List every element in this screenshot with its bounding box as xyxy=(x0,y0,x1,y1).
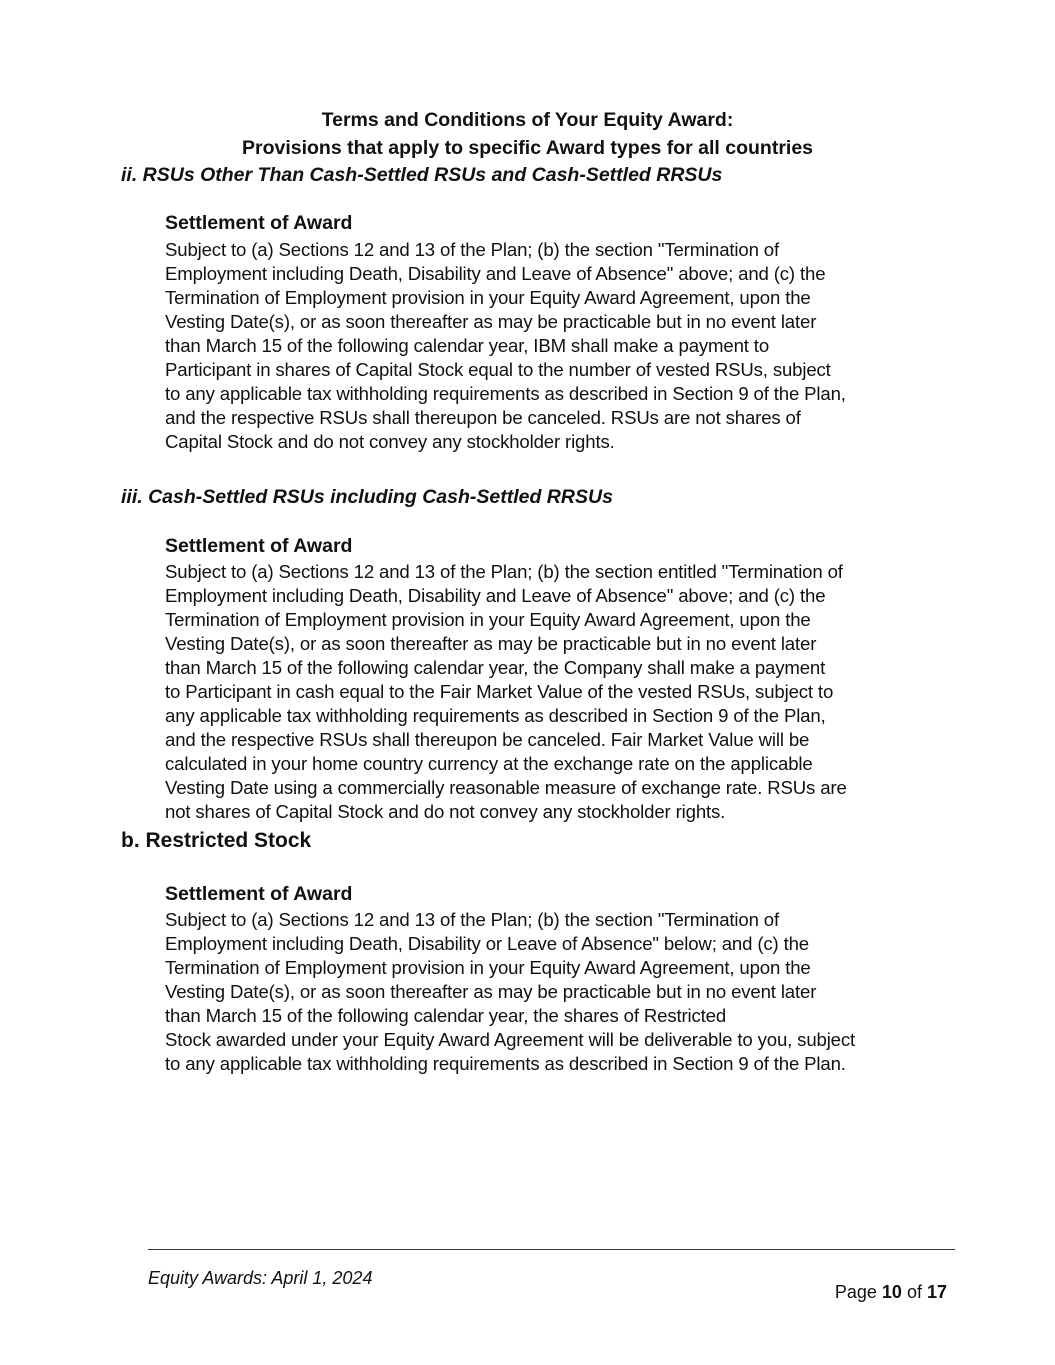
text-line: Termination of Employment provision in your Equity Award Agreement, upon the xyxy=(165,287,811,308)
section-heading-restricted-stock: b. Restricted Stock xyxy=(121,829,312,852)
paragraph-rsus-other xyxy=(165,238,955,454)
page-subtitle: Provisions that apply to specific Award types for all countries xyxy=(241,137,814,159)
text-line: Termination of Employment provision in your Equity Award Agreement, upon the xyxy=(165,957,811,978)
text-line: any applicable tax withholding requirements as described in Section 9 of the Plan, xyxy=(165,705,826,726)
text-line: than March 15 of the following calendar year, the Company shall make a payment xyxy=(165,657,826,678)
text-line: Stock awarded under your Equity Award Agreement will be deliverable to you, subject xyxy=(165,1029,856,1050)
text-line: Participant in shares of Capital Stock equal to the number of vested RSUs, subject xyxy=(165,359,831,380)
text-line: and the respective RSUs shall thereupon be canceled. Fair Market Value will be xyxy=(165,729,810,750)
page-of-label: of xyxy=(906,1282,922,1302)
text-line: Employment including Death, Disability or Leave of Absence" below; and (c) the xyxy=(165,933,809,954)
text-line: Vesting Date(s), or as soon thereafter as may be practicable but in no event later xyxy=(165,981,817,1002)
text-line: Subject to (a) Sections 12 and 13 of the Plan; (b) the section "Termination of xyxy=(165,909,780,930)
text-line: Vesting Date using a commercially reasonable measure of exchange rate. RSUs are xyxy=(165,777,847,798)
text-line: to Participant in cash equal to the Fair Market Value of the vested RSUs, subject to xyxy=(165,681,834,702)
paragraph-cash-settled xyxy=(165,560,955,824)
subheading-settlement-rsus-other: Settlement of Award xyxy=(165,212,353,234)
text-line: to any applicable tax withholding requirements as described in Section 9 of the Plan, xyxy=(165,383,846,404)
section-heading-cash-settled: iii. Cash-Settled RSUs including Cash-Settled RRSUs xyxy=(121,486,613,508)
text-line: Employment including Death, Disability and Leave of Absence" above; and (c) the xyxy=(165,585,826,606)
text-line: than March 15 of the following calendar year, IBM shall make a payment to xyxy=(165,335,770,356)
section-heading-rsus-other: ii. RSUs Other Than Cash-Settled RSUs and Cash-Settled RRSUs xyxy=(121,164,723,186)
text-line: calculated in your home country currency at the exchange rate on the applicable xyxy=(165,753,813,774)
page-current: 10 xyxy=(881,1282,902,1302)
subheading-settlement-cash-settled: Settlement of Award xyxy=(165,535,353,557)
page-label: Page xyxy=(834,1282,877,1302)
page-title: Terms and Conditions of Your Equity Award: xyxy=(321,109,734,131)
text-line: Employment including Death, Disability and Leave of Absence" above; and (c) the xyxy=(165,263,826,284)
page-header xyxy=(0,106,1055,162)
footer-document-date: Equity Awards: April 1, 2024 xyxy=(148,1268,373,1288)
footer-page-number xyxy=(835,1280,947,1304)
text-line: Termination of Employment provision in your Equity Award Agreement, upon the xyxy=(165,609,811,630)
text-line: not shares of Capital Stock and do not convey any stockholder rights. xyxy=(165,801,726,822)
text-line: Subject to (a) Sections 12 and 13 of the Plan; (b) the section entitled "Termination of xyxy=(165,561,843,582)
text-line: Capital Stock and do not convey any stockholder rights. xyxy=(165,431,615,452)
text-line: Subject to (a) Sections 12 and 13 of the Plan; (b) the section "Termination of xyxy=(165,239,780,260)
text-line: Vesting Date(s), or as soon thereafter as may be practicable but in no event later xyxy=(165,633,817,654)
text-line: and the respective RSUs shall thereupon be canceled. RSUs are not shares of xyxy=(165,407,801,428)
footer-divider xyxy=(148,1249,955,1250)
page-total: 17 xyxy=(926,1282,947,1302)
paragraph-restricted-stock xyxy=(165,908,955,1076)
text-line: Vesting Date(s), or as soon thereafter as may be practicable but in no event later xyxy=(165,311,817,332)
subheading-settlement-restricted-stock: Settlement of Award xyxy=(165,883,353,905)
text-line: than March 15 of the following calendar year, the shares of Restricted xyxy=(165,1005,727,1026)
text-line: to any applicable tax withholding requirements as described in Section 9 of the Plan. xyxy=(165,1053,846,1074)
